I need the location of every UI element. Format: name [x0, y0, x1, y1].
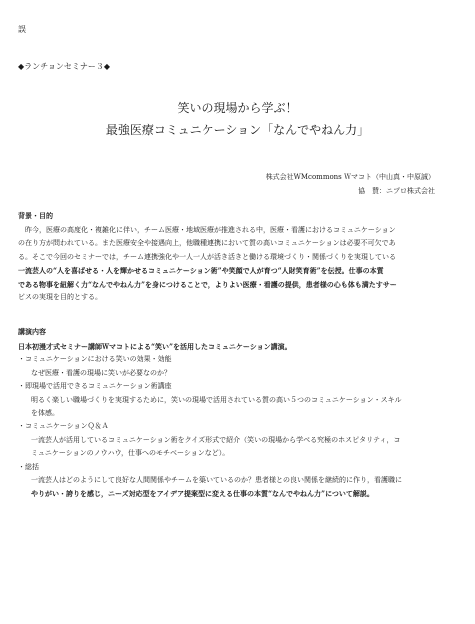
- lecture-body: [18, 340, 462, 501]
- background-line: ビスの実現を目的とする。: [18, 293, 102, 302]
- background-heading: 背景・目的: [18, 211, 53, 220]
- lecture-item-desc: 一流芸人が活用しているコミュニケーション術をクイズ形式で紹介（笑いの現場から学べる究極のホスピタリティ，コ: [31, 435, 401, 444]
- organizer: 株式会社WMcommons Ｗマコト（中山真・中原誠）: [265, 173, 435, 181]
- background-line: 一流芸人の“人を喜ばせる・人を輝かせるコミュニケーション術”や笑顔で人が育つ“人財笑育術”を伝授。仕事の本質: [18, 266, 384, 276]
- lecture-heading: 講演内容: [18, 327, 46, 336]
- sponsor: 協 賛：ニプロ株式会社: [358, 187, 435, 195]
- lecture-item-desc: なぜ医療・看護の現場に笑いが必要なのか？: [31, 368, 171, 377]
- lecture-item-desc: ミュニケーションのノウハウ，仕事へのモチベーションなど）。: [31, 449, 230, 458]
- lecture-item-desc: を体感。: [31, 409, 59, 418]
- lecture-item-title: ・即現場で活用できるコミュニケーション術講座: [18, 382, 172, 391]
- background-line: である物事を紐解く力“なんでやねん力”を身につけることで，よりよい医療・看護の提供，患者様の心も体も満たすサー: [18, 279, 397, 289]
- lecture-item-desc: 一流芸人はどのようにして良好な人間関係やチームを築いているのか？患者様との良い関係を継続的に作り，看護職に: [31, 476, 402, 485]
- lecture-item-title: ・コミュニケーションにおける笑いの効果・効能: [18, 355, 172, 364]
- corner-label: 誤: [18, 25, 26, 34]
- title-line-1: 笑いの現場から学ぶ！: [177, 101, 298, 115]
- lecture-intro: 日本初漫才式セミナー講師Ｗマコトによる“笑い”を活用したコミュニケーション講演。: [18, 342, 292, 351]
- lecture-item-desc: やりがい・誇りを感じ，ニーズ対応型をアイデア提案型に変える仕事の本質“なんでやねん力”について解説。: [31, 489, 374, 499]
- lecture-item-title: ・コミュニケーションＱ＆Ａ: [18, 422, 109, 431]
- background-line: 昨今，医療の高度化・複雑化に伴い，チーム医療・地域医療が推進される中，医療・看護におけるコミュニケーション: [18, 226, 396, 234]
- seminar-label: ◆ランチョンセミナー３◆: [18, 62, 111, 71]
- background-line: る。そこで今回のセミナーでは，チーム連携強化や一人一人が活き活きと働ける環境づくり・関係づくりを実現している: [18, 252, 396, 261]
- lecture-item-desc: 明るく楽しい職場づくりを実現するために，笑いの現場で活用されている質の高い５つのコミュニケーション・スキル: [31, 395, 402, 404]
- title-line-2: 最強医療コミュニケーション「なんでやねん力」: [105, 123, 370, 137]
- background-body: [18, 224, 462, 304]
- lecture-item-title: ・総括: [18, 462, 39, 471]
- background-line: の在り方が問われている。また医療安全や接遇向上，他職種連携において質の高いコミュニケーションは必要不可欠であ: [18, 239, 396, 248]
